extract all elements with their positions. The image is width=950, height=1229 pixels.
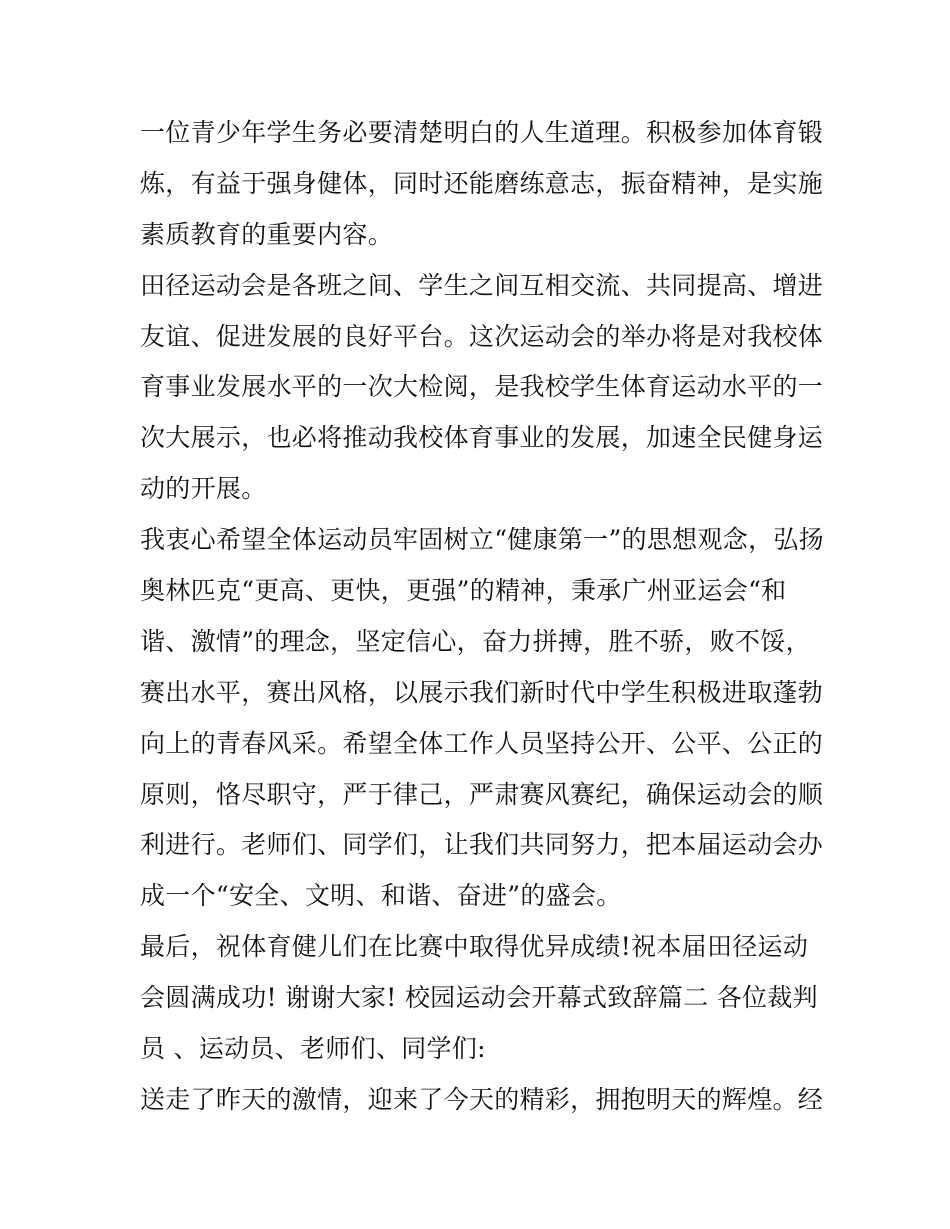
text-line: 最后，祝体育健儿们在比赛中取得优异成绩!祝本届田径运动 [140,932,809,962]
text-line: 员 、运动员、老师们、同学们: [140,1034,486,1064]
document-body [140,108,824,1126]
text-line: 原则，恪尽职守，严于律己，严肃赛风赛纪，确保运动会的顺 [140,779,824,809]
text-line: 赛出水平，赛出风格，以展示我们新时代中学生积极进取蓬勃 [140,677,824,707]
text-line: 育事业发展水平的一次大检阅，是我校学生体育运动水平的一 [140,372,824,402]
text-line: 谐、激情”的理念，坚定信心，奋力拼搏，胜不骄，败不馁， [140,626,811,656]
text-line: 利进行。老师们、同学们，让我们共同努力，把本届运动会办 [140,830,824,860]
text-line: 素质教育的重要内容。 [140,219,394,249]
text-line: 成一个“安全、文明、和谐、奋进”的盛会。 [140,881,622,911]
text-line: 友谊、促进发展的良好平台。这次运动会的举办将是对我校体 [140,321,824,351]
text-line: 次大展示，也必将推动我校体育事业的发展，加速全民健身运 [140,423,824,453]
text-line: 炼，有益于强身健体，同时还能磨练意志，振奋精神，是实施 [140,168,824,198]
text-line: 向上的青春风采。希望全体工作人员坚持公开、公平、公正的 [140,728,824,758]
text-line: 奥林匹克“更高、更快，更强”的精神，秉承广州亚运会“和 [140,576,787,606]
text-line: 会圆满成功! 谢谢大家! 校园运动会开幕式致辞篇二 各位裁判 [140,983,818,1013]
text-line: 动的开展。 [140,474,267,504]
text-line: 一位青少年学生务必要清楚明白的人生道理。积极参加体育锻 [140,118,824,147]
text-line: 我衷心希望全体运动员牢固树立“健康第一”的思想观念，弘扬 [140,525,824,555]
text-line: 送走了昨天的激情，迎来了今天的精彩，拥抱明天的辉煌。经 [140,1084,824,1114]
text-line: 田径运动会是各班之间、学生之间互相交流、共同提高、增进 [140,270,824,300]
